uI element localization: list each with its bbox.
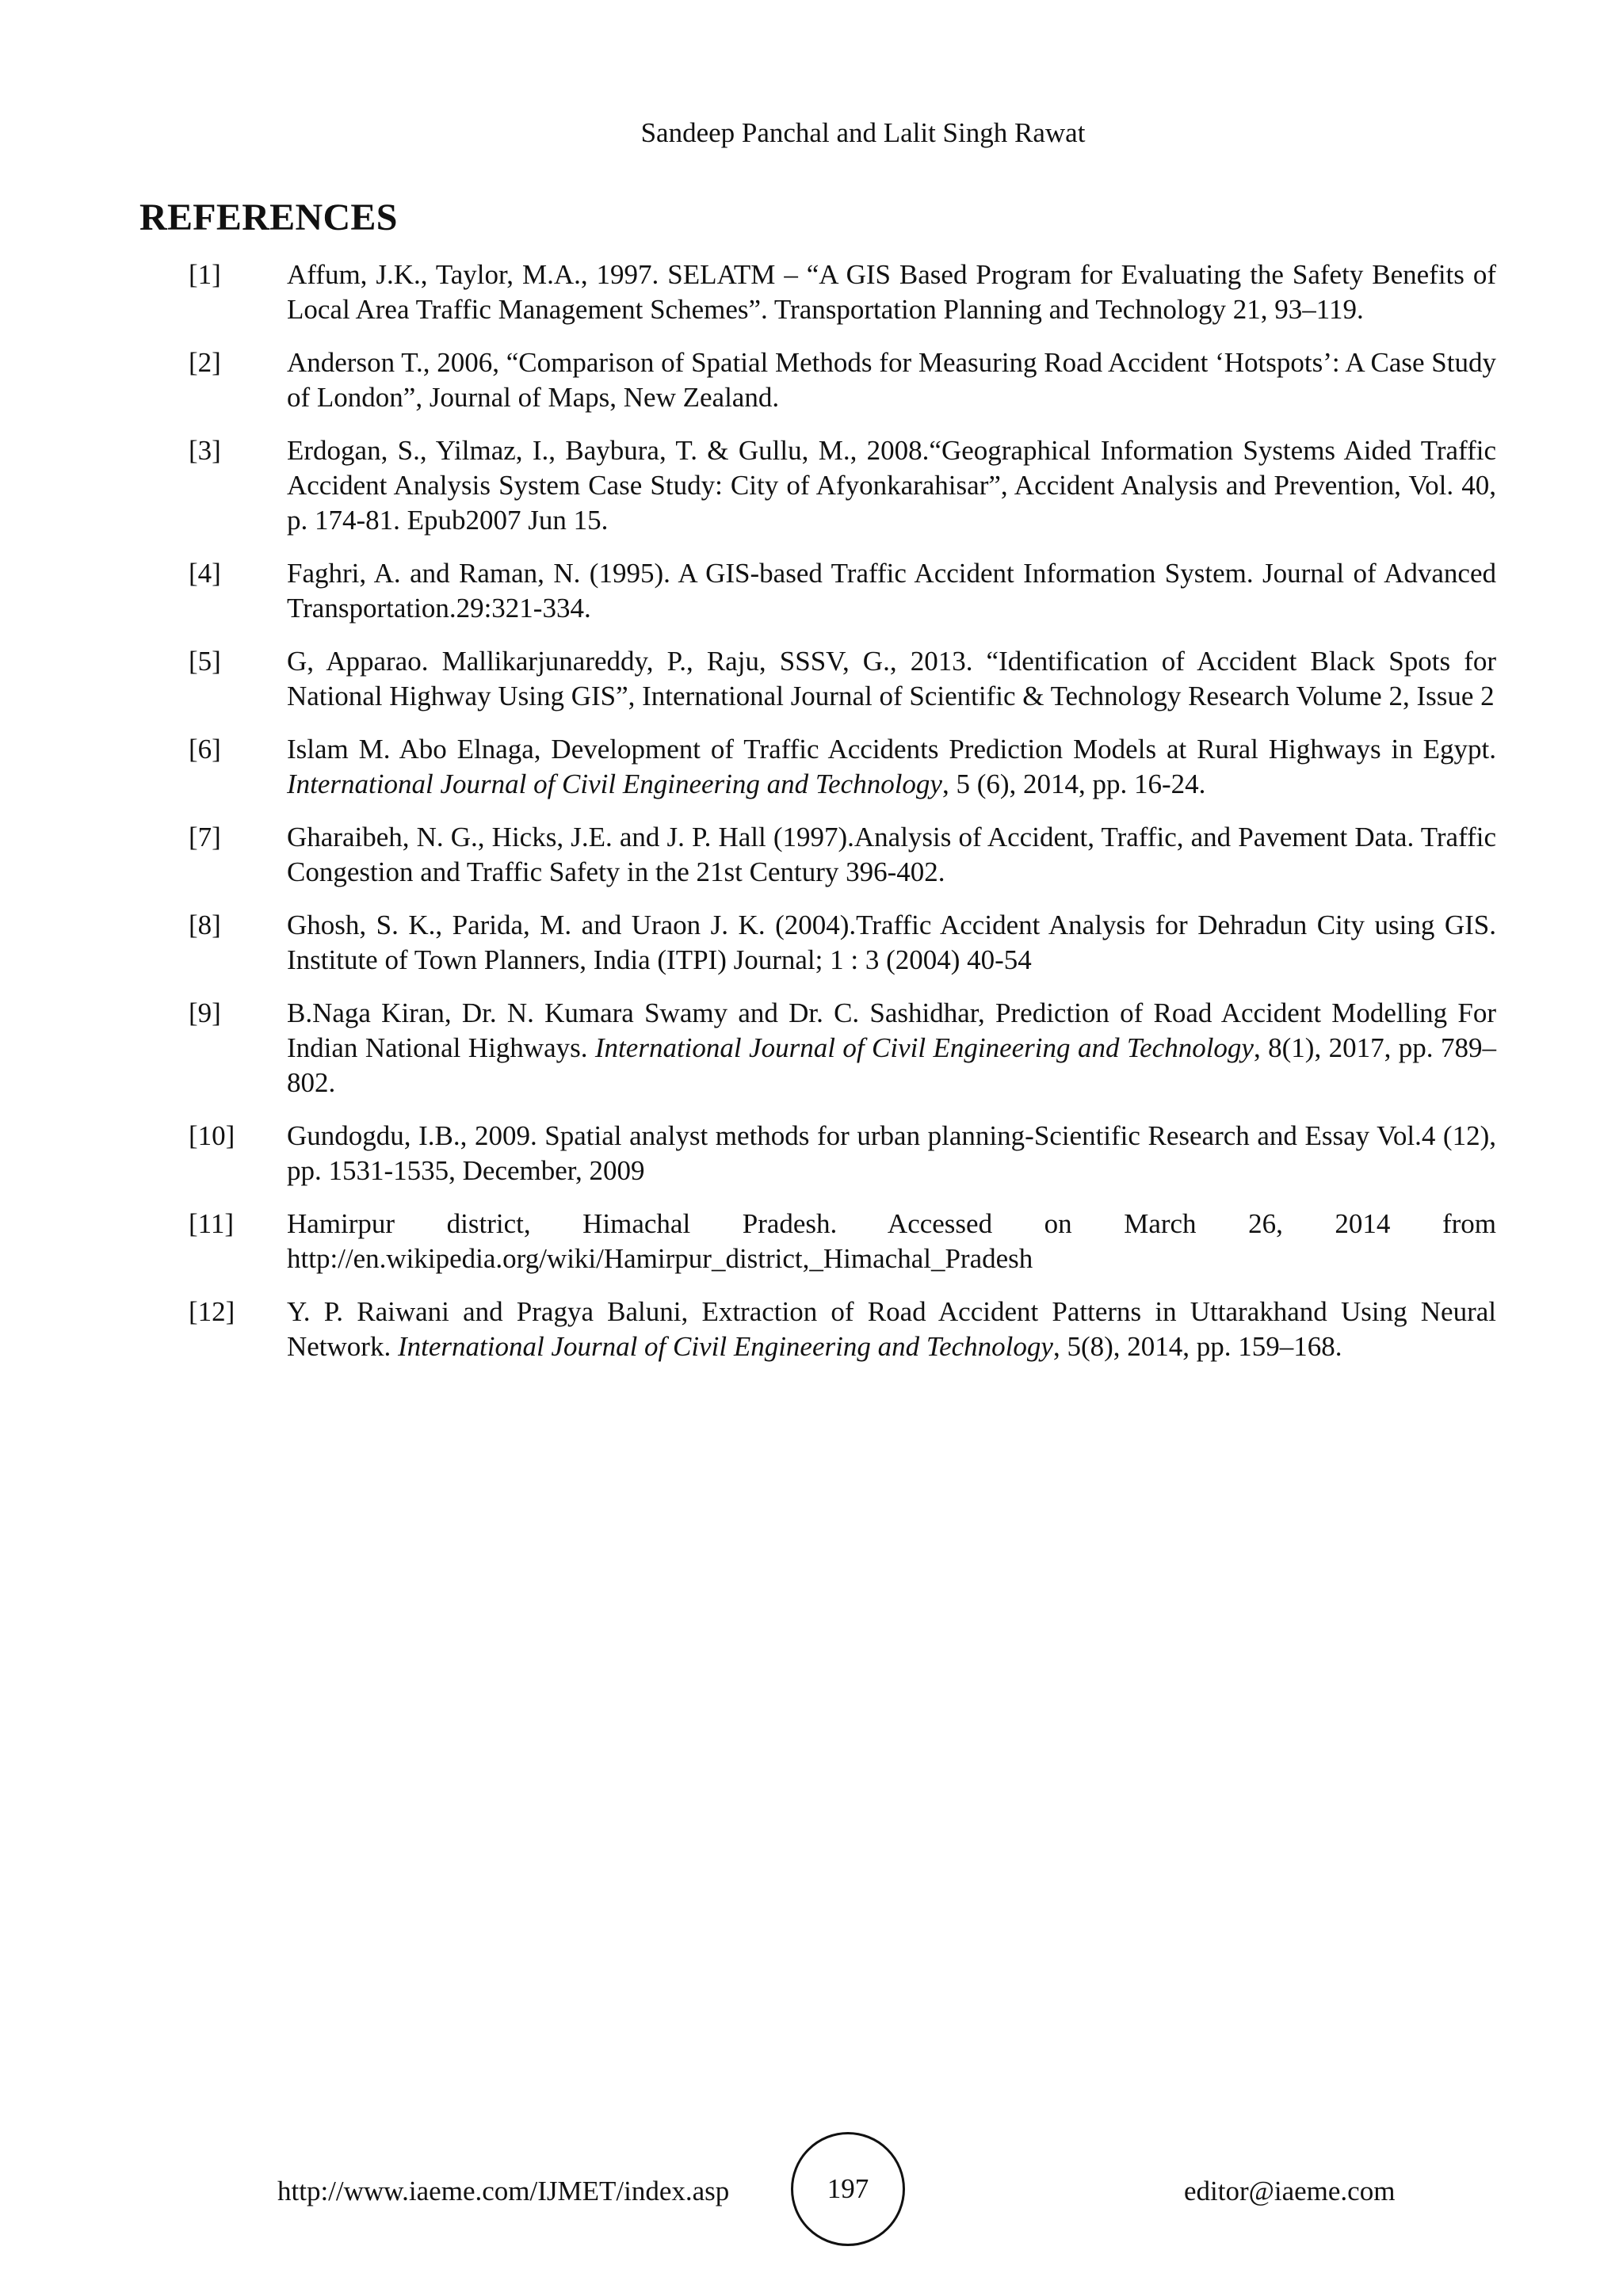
- reference-text: B.Naga Kiran, Dr. N. Kumara Swamy and Dr. C. Sashidhar, Prediction of Road Accident Modelling For Indian National Highways. International Journal of Civil Engineering and Technology, 8(1), 2017, pp. 789–802.: [287, 997, 1496, 1098]
- reference-text: Y. P. Raiwani and Pragya Baluni, Extraction of Road Accident Patterns in Uttarakhand Using Neural Network. International Journal of Civil Engineering and Technology, 5(8), 2014, pp. 159–168.: [287, 1296, 1496, 1362]
- reference-text: Gundogdu, I.B., 2009. Spatial analyst methods for urban planning-Scientific Research and Essay Vol.4 (12), pp. 1531-1535, December, 2009: [287, 1120, 1496, 1186]
- reference-item: [0, 1119, 1623, 1188]
- reference-item: [0, 556, 1623, 626]
- footer-url[interactable]: http://www.iaeme.com/IJMET/index.asp: [277, 2176, 730, 2206]
- reference-number: [7]: [189, 822, 221, 852]
- running-head: Sandeep Panchal and Lalit Singh Rawat: [640, 117, 1086, 148]
- reference-item: [0, 908, 1623, 978]
- reference-list: [0, 257, 1623, 1383]
- reference-number: [9]: [189, 997, 221, 1028]
- reference-number: [6]: [189, 734, 221, 765]
- reference-number: [3]: [189, 435, 221, 466]
- reference-text: Gharaibeh, N. G., Hicks, J.E. and J. P. Hall (1997).Analysis of Accident, Traffic, and Pavement Data. Traffic Congestion and Traffic Safety in the 21st Century 396-402.: [287, 822, 1496, 887]
- page-number-circle: [791, 2132, 905, 2246]
- reference-item: [0, 345, 1623, 415]
- reference-text: Anderson T., 2006, “Comparison of Spatial Methods for Measuring Road Accident ‘Hotspots’: A Case Study of London”, Journal of Maps, New Zealand.: [287, 347, 1496, 413]
- reference-text: Ghosh, S. K., Parida, M. and Uraon J. K. (2004).Traffic Accident Analysis for Dehradun City using GIS. Institute of Town Planners, India (ITPI) Journal; 1 : 3 (2004) 40-54: [287, 910, 1496, 975]
- reference-number: [5]: [189, 646, 221, 677]
- reference-item: [0, 433, 1623, 538]
- page-number: 197: [827, 2173, 869, 2204]
- reference-item: [0, 1295, 1623, 1364]
- journal-title: International Journal of Civil Engineering and Technology: [594, 1032, 1254, 1063]
- reference-item: [0, 644, 1623, 714]
- reference-text: Affum, J.K., Taylor, M.A., 1997. SELATM – “A GIS Based Program for Evaluating the Safety Benefits of Local Area Traffic Management Schemes”. Transportation Planning and Technology 21, 93–119.: [287, 259, 1496, 325]
- reference-text: Islam M. Abo Elnaga, Development of Traffic Accidents Prediction Models at Rural Highways in Egypt. International Journal of Civil Engineering and Technology, 5 (6), 2014, pp. 16-24.: [287, 734, 1496, 799]
- journal-title: International Journal of Civil Engineering and Technology: [287, 769, 942, 799]
- reference-item: [0, 996, 1623, 1100]
- reference-item: [0, 1207, 1623, 1276]
- reference-text: Faghri, A. and Raman, N. (1995). A GIS-based Traffic Accident Information System. Journal of Advanced Transportation.29:321-334.: [287, 558, 1496, 624]
- reference-text: Erdogan, S., Yilmaz, I., Baybura, T. & Gullu, M., 2008.“Geographical Information Systems Aided Traffic Accident Analysis System Case Study: City of Afyonkarahisar”, Accident Analysis and Prevention, Vol. 40, p. 174-81. Epub2007 Jun 15.: [287, 435, 1496, 536]
- journal-title: International Journal of Civil Engineering and Technology: [397, 1331, 1053, 1362]
- reference-number: [11]: [189, 1208, 235, 1239]
- reference-item: [0, 820, 1623, 890]
- reference-number: [2]: [189, 347, 221, 378]
- reference-number: [4]: [189, 558, 221, 589]
- reference-number: [12]: [189, 1296, 235, 1327]
- reference-text: Hamirpur district, Himachal Pradesh. Accessed on March 26, 2014 from http://en.wikipedia.org/wiki/Hamirpur_district,_Himachal_Pradesh: [287, 1208, 1496, 1274]
- reference-number: [1]: [189, 259, 221, 290]
- reference-number: [8]: [189, 910, 221, 940]
- reference-item: [0, 257, 1623, 327]
- reference-number: [10]: [189, 1120, 235, 1151]
- section-heading: REFERENCES: [139, 196, 398, 238]
- reference-text: G, Apparao. Mallikarjunareddy, P., Raju, SSSV, G., 2013. “Identification of Accident Black Spots for National Highway Using GIS”, International Journal of Scientific & Technology Research Volume 2, Issue 2: [287, 646, 1496, 711]
- reference-item: [0, 732, 1623, 802]
- footer-email[interactable]: editor@iaeme.com: [1184, 2176, 1396, 2206]
